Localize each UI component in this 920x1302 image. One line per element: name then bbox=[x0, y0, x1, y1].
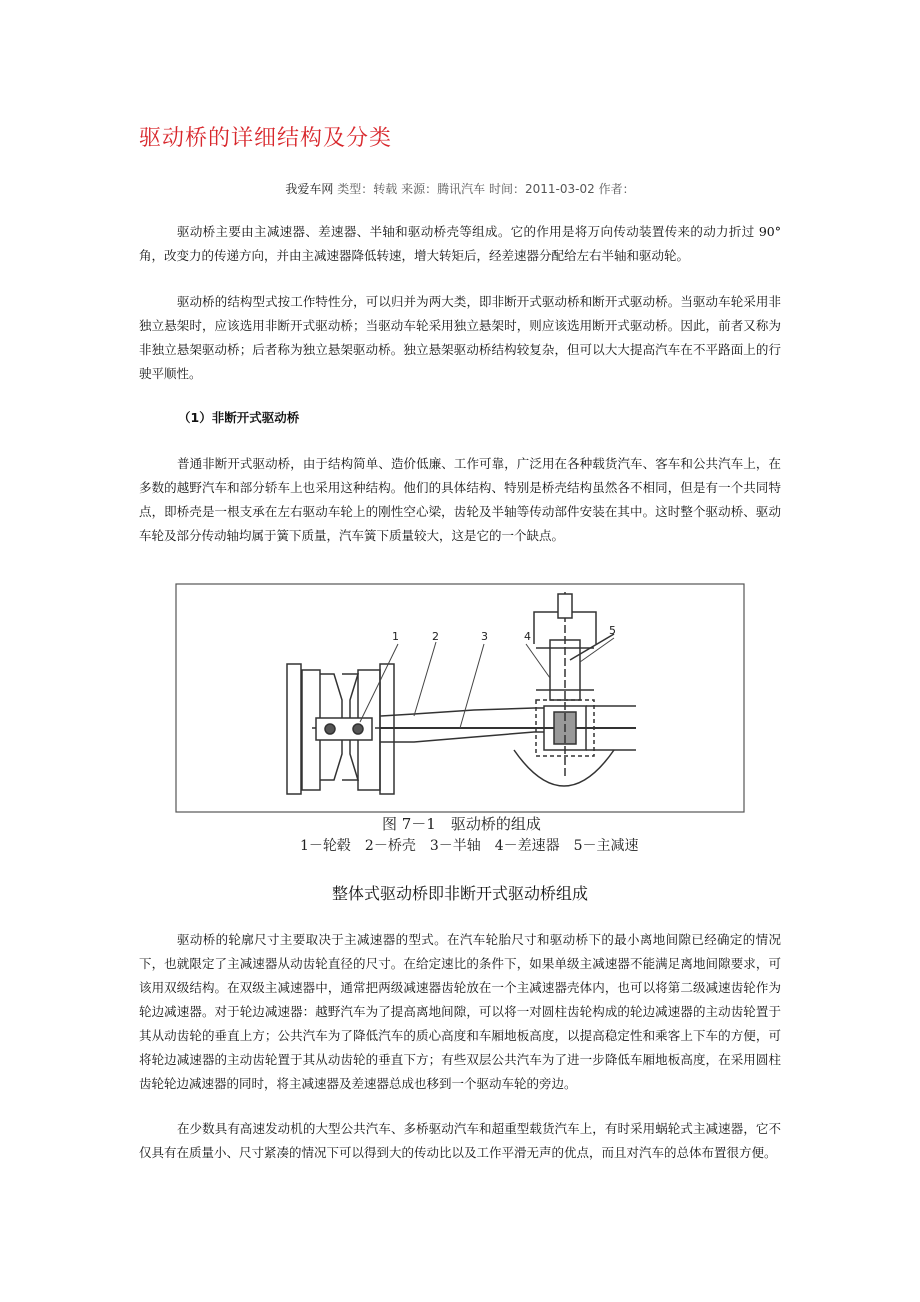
article-meta bbox=[0, 180, 920, 197]
figure-caption: 整体式驱动桥即非断开式驱动桥组成 bbox=[331, 884, 588, 903]
figure-legend: 1－轮毂 2－桥壳 3－半轴 4－差速器 5－主减速 bbox=[300, 838, 639, 854]
part-number-5: 5 bbox=[609, 624, 616, 637]
paragraph-non-split-axle: 普通非断开式驱动桥，由于结构简单、造价低廉、工作可靠，广泛用在各种载货汽车、客车和公共汽车上，在多数的越野汽车和部分轿车上也采用这种结构。他们的具体结构、特别是桥壳结构虽然各不相同，但是有一个共同特点，即桥壳是一根支承在左右驱动车轮上的刚性空心梁，齿轮及半轴等传动部件安装在其中。这时整个驱动桥、驱动车轮及部分传动轴均属于簧下质量，汽车簧下质量较大，这是它的一个缺点。 bbox=[139, 456, 781, 543]
article-title: 驱动桥的详细结构及分类 bbox=[139, 126, 393, 151]
drive-axle-figure bbox=[174, 582, 746, 855]
paragraph-intro: 驱动桥主要由主减速器、差速器、半轴和驱动桥壳等组成。它的作用是将万向传动装置传来的动力折过 90° 角，改变力的传递方向，并由主减速器降低转速，增大转矩后，经差速器分配给左右半轴和驱动轮。 bbox=[139, 224, 781, 263]
meta-site[interactable]: 我爱车网 bbox=[285, 182, 334, 196]
meta-time-label: 时间： bbox=[488, 182, 525, 196]
paragraph-classification: 驱动桥的结构型式按工作特性分，可以归并为两大类，即非断开式驱动桥和断开式驱动桥。当驱动车轮采用非独立悬架时，应该选用非断开式驱动桥；当驱动车轮采用独立悬架时，则应该选用断开式驱动桥。因此，前者又称为非独立悬架驱动桥；后者称为独立悬架驱动桥。独立悬架驱动桥结构较复杂，但可以大大提高汽车在不平路面上的行驶平顺性。 bbox=[139, 294, 781, 381]
meta-source-value: 腾讯汽车 bbox=[437, 182, 486, 196]
meta-time-value: 2011-03-02 bbox=[524, 182, 595, 196]
drive-axle-diagram bbox=[174, 582, 746, 855]
paragraph-final-drive-size: 驱动桥的轮廓尺寸主要取决于主减速器的型式。在汽车轮胎尺寸和驱动桥下的最小离地间隙已经确定的情况下，也就限定了主减速器从动齿轮直径的尺寸。在给定速比的条件下，如果单级主减速器不能满足离地间隙要求，可该用双级结构。在双级主减速器中，通常把两级减速器齿轮放在一个主减速器壳体内，也可以将第二级减速齿轮作为轮边减速器。对于轮边减速器：越野汽车为了提高离地间隙，可以将一对圆柱齿轮构成的轮边减速器的主动齿轮置于其从动齿轮的垂直上方；公共汽车为了降低汽车的质心高度和车厢地板高度，以提高稳定性和乘客上下车的方便，可将轮边减速器的主动齿轮置于其从动齿轮的垂直下方；有些双层公共汽车为了进一步降低车厢地板高度，在采用圆柱齿轮轮边减速器的同时，将主减速器及差速器总成也移到一个驱动车轮的旁边。 bbox=[139, 932, 781, 1091]
meta-author-label: 作者： bbox=[598, 182, 635, 196]
paragraph-worm-gear: 在少数具有高速发动机的大型公共汽车、多桥驱动汽车和超重型载货汽车上，有时采用蜗轮式主减速器，它不仅具有在质量小、尺寸紧凑的情况下可以得到大的传动比以及工作平滑无声的优点，而且对汽车的总体布置很方便。 bbox=[139, 1121, 781, 1160]
meta-source-label: 来源： bbox=[401, 182, 438, 196]
meta-type-label: 类型： bbox=[337, 182, 374, 196]
section-subheading: （1）非断开式驱动桥 bbox=[178, 410, 300, 425]
diagram-frame bbox=[176, 584, 744, 812]
figure-title: 图 7－1 驱动桥的组成 bbox=[382, 815, 541, 833]
part-number-4: 4 bbox=[524, 630, 531, 643]
part-number-3: 3 bbox=[481, 630, 488, 643]
part-number-2: 2 bbox=[432, 630, 439, 643]
meta-type-value: 转载 bbox=[373, 182, 398, 196]
part-number-1: 1 bbox=[392, 630, 399, 643]
